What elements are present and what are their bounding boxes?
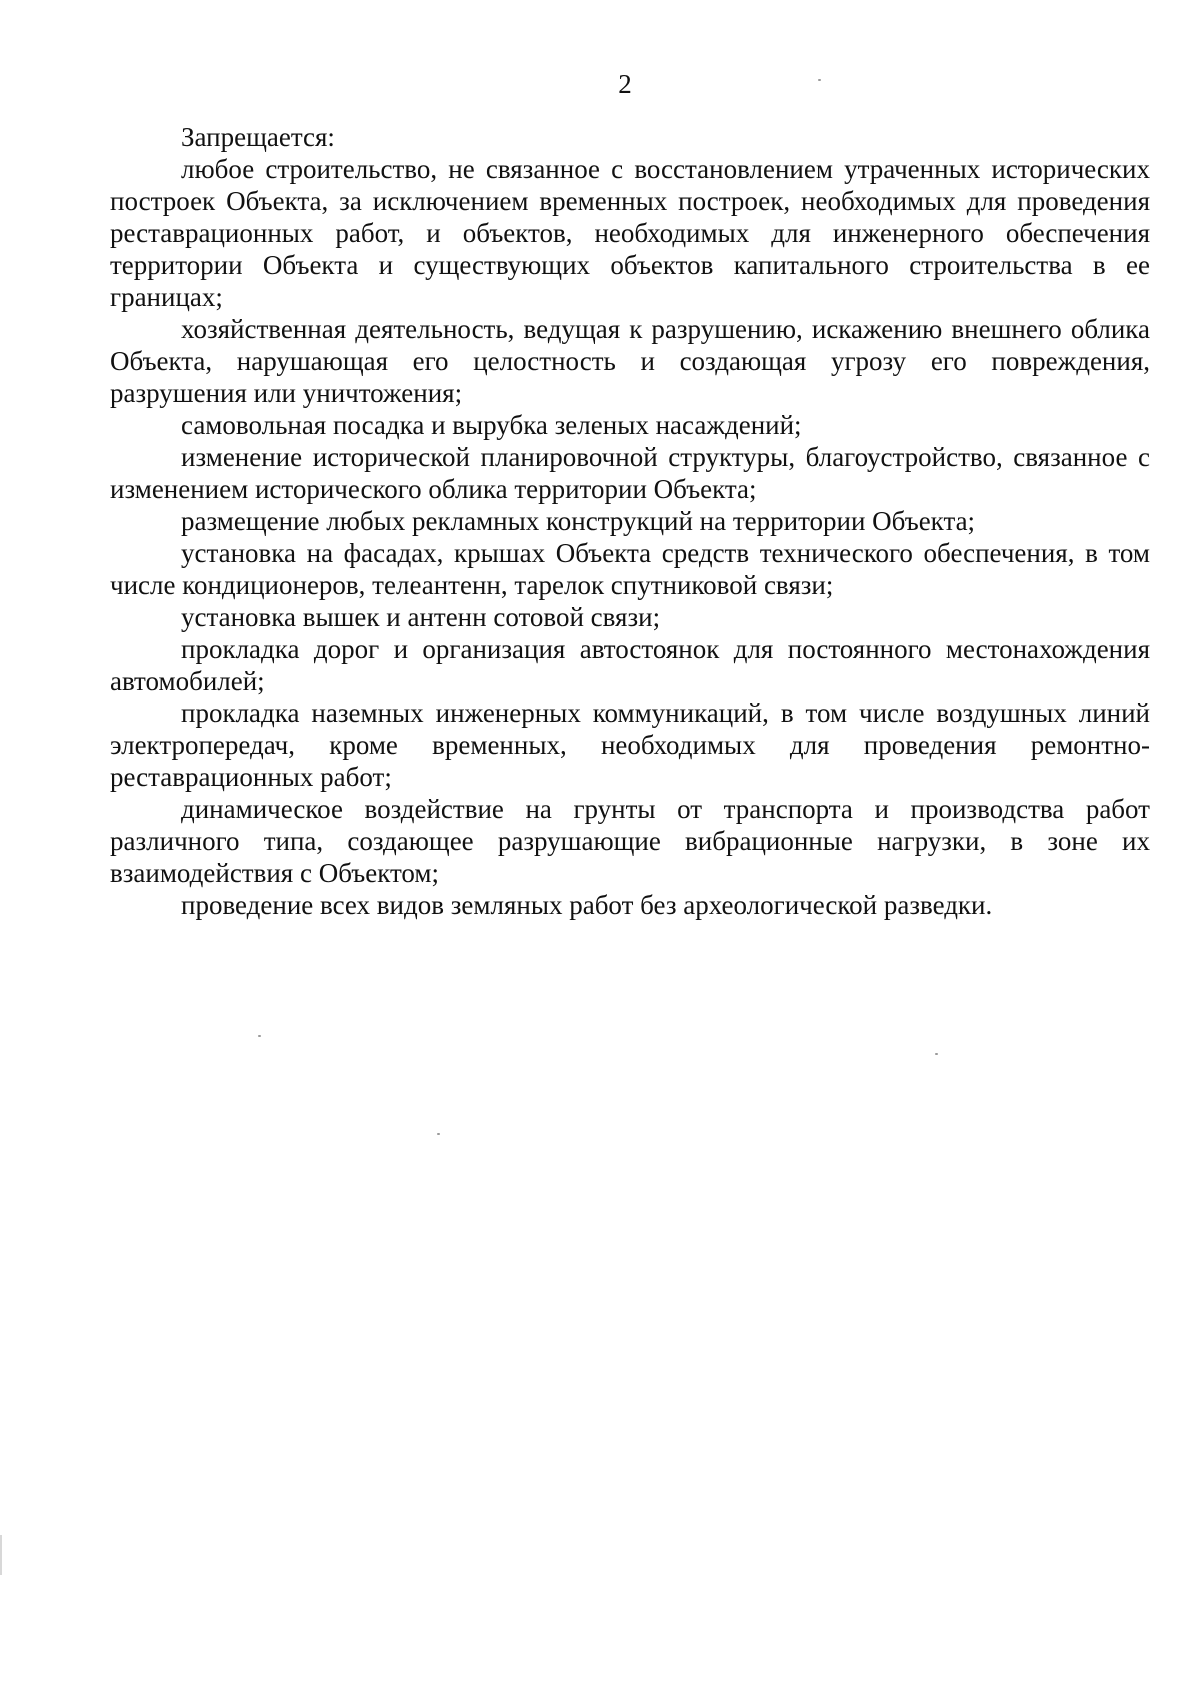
scan-speck (935, 1053, 938, 1055)
prohibition-item-11: проведение всех видов земляных работ без археологической разведки. (181, 890, 993, 920)
prohibition-item-3: самовольная посадка и вырубка зеленых насаждений; (181, 410, 802, 440)
prohibition-item-7: установка вышек и антенн сотовой связи; (181, 602, 661, 632)
prohibitions-heading: Запрещается: (181, 122, 335, 152)
prohibition-item-9: прокладка наземных инженерных коммуникаций, в том числе воздушных линий электропередач, кроме временных, необходимых для проведения ремонтно-реставрационных работ; (110, 698, 1150, 792)
scan-speck (818, 79, 821, 81)
prohibition-item-1: любое строительство, не связанное с восстановлением утраченных исторических построек Объекта, за исключением временных построек, необходимых для проведения реставрационных работ, и объектов, необходимых для инженерного обеспечения территории Объекта и существующих объектов капитального строительства в ее границах; (110, 154, 1150, 312)
prohibition-item-4: изменение исторической планировочной структуры, благоустройство, связанное с изменением исторического облика территории Объекта; (110, 442, 1150, 504)
page-number: 2 (618, 69, 632, 99)
prohibition-item-8: прокладка дорог и организация автостоянок для постоянного местонахождения автомобилей; (110, 634, 1150, 696)
scan-speck (258, 1035, 261, 1037)
document-body (110, 121, 1150, 921)
prohibition-item-2: хозяйственная деятельность, ведущая к разрушению, искажению внешнего облика Объекта, нарушающая его целостность и создающая угрозу его повреждения, разрушения или уничтожения; (110, 314, 1150, 408)
scan-speck (437, 1133, 440, 1135)
prohibition-item-5: размещение любых рекламных конструкций на территории Объекта; (181, 506, 976, 536)
prohibition-item-10: динамическое воздействие на грунты от транспорта и производства работ различного типа, создающее разрушающие вибрационные нагрузки, в зоне их взаимодействия с Объектом; (110, 794, 1150, 888)
scan-edge-mark (0, 1535, 2, 1575)
prohibition-item-6: установка на фасадах, крышах Объекта средств технического обеспечения, в том числе кондиционеров, телеантенн, тарелок спутниковой связи; (110, 538, 1150, 600)
